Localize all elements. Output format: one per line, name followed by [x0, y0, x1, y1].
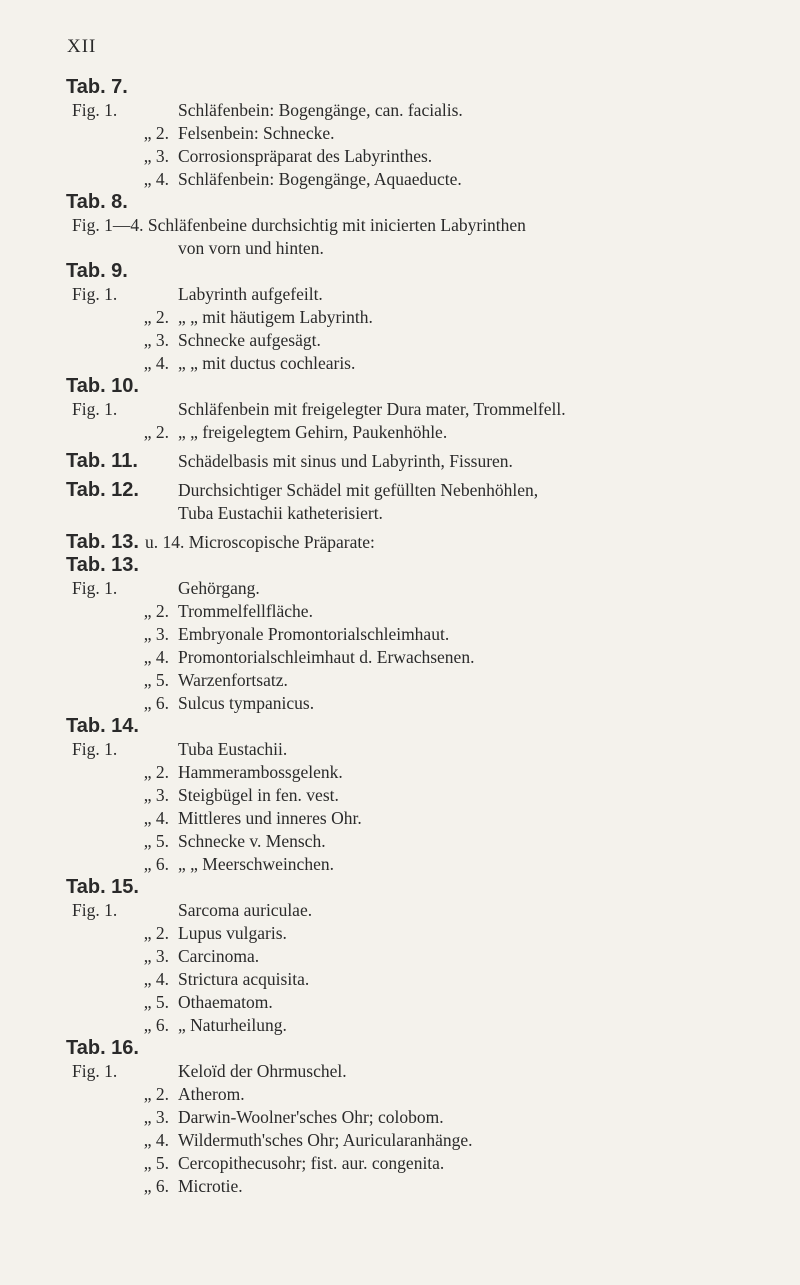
list-item: „ 5. Othaematom. — [143, 992, 273, 1012]
list-item: „ 6. „ „ Meerschweinchen. — [143, 854, 334, 874]
list-item: Fig. 1. Schläfenbein mit freigelegter Dura mater, Trommelfell. — [72, 399, 566, 419]
list-item: „ 5. Schnecke v. Mensch. — [143, 831, 326, 851]
tab-12-heading: Tab. 12. — [66, 479, 139, 501]
plate-index — [66, 76, 766, 1198]
list-item: Fig. 1. Labyrinth aufgefeilt. — [72, 284, 323, 304]
tab-8-heading: Tab. 8. — [66, 191, 128, 213]
list-item: „ 2. „ „ freigelegtem Gehirn, Paukenhöhle. — [143, 422, 448, 442]
tab-9-heading: Tab. 9. — [66, 260, 128, 282]
page-number: XII — [67, 36, 97, 57]
list-item: „ 5. Cercopithecusohr; fist. aur. congenita. — [143, 1153, 445, 1173]
list-item: „ 3. Corrosionspräparat des Labyrinthes. — [143, 146, 433, 166]
tab-16-heading: Tab. 16. — [66, 1037, 139, 1059]
tab-13-14-heading: Tab. 13. — [66, 531, 139, 553]
list-item: „ 2. Trommelfellfläche. — [143, 601, 313, 621]
list-item: „ 3. Steigbügel in fen. vest. — [143, 785, 339, 805]
list-item: „ 6. Sulcus tympanicus. — [143, 693, 315, 713]
list-item-continuation: Tuba Eustachii katheterisiert. — [178, 503, 383, 523]
tab-12-entry: Tab. 12. Durchsichtiger Schädel mit gefüllten Nebenhöhlen, — [66, 479, 539, 501]
list-item: „ 2. Felsenbein: Schnecke. — [143, 123, 335, 143]
tab-10-heading: Tab. 10. — [66, 375, 139, 397]
list-item: „ 3. Embryonale Promontorialschleimhaut. — [143, 624, 450, 644]
list-item: „ 4. Schläfenbein: Bogengänge, Aquaeducte. — [143, 169, 462, 189]
list-item: Fig. 1. Sarcoma auriculae. — [72, 900, 313, 920]
list-item: Fig. 1. Keloïd der Ohrmuschel. — [72, 1061, 347, 1081]
tab-15-heading: Tab. 15. — [66, 876, 139, 898]
list-item: „ 2. Lupus vulgaris. — [143, 923, 287, 943]
tab-13-14-entry: Tab. 13. u. 14. Microscopische Präparate: — [66, 531, 375, 553]
list-item: Fig. 1. Schläfenbein: Bogengänge, can. facialis. — [72, 100, 463, 120]
tab-14-heading: Tab. 14. — [66, 715, 139, 737]
list-item: Fig. 1. Gehörgang. — [72, 578, 260, 598]
list-item: „ 2. „ „ mit häutigem Labyrinth. — [143, 307, 373, 327]
list-item: „ 6. Microtie. — [143, 1176, 243, 1196]
list-item: „ 3. Darwin-Woolner'sches Ohr; colobom. — [143, 1107, 444, 1127]
list-item: „ 6. „ Naturheilung. — [143, 1015, 287, 1035]
list-item: „ 2. Atherom. — [143, 1084, 245, 1104]
list-item: Fig. 1—4. Schläfenbeine durchsichtig mit inicierten Labyrinthen — [72, 215, 526, 235]
tab-13-heading: Tab. 13. — [66, 554, 139, 576]
list-item-continuation: von vorn und hinten. — [178, 238, 324, 258]
list-item: „ 4. Strictura acquisita. — [143, 969, 310, 989]
tab-7-heading: Tab. 7. — [66, 76, 128, 98]
list-item: „ 2. Hammerambossgelenk. — [143, 762, 343, 782]
list-item: Fig. 1. Tuba Eustachii. — [72, 739, 288, 759]
list-item: „ 4. „ „ mit ductus cochlearis. — [143, 353, 356, 373]
list-item: „ 5. Warzenfortsatz. — [143, 670, 288, 690]
list-item: „ 4. Mittleres und inneres Ohr. — [143, 808, 362, 828]
tab-11-entry: Tab. 11. Schädelbasis mit sinus und Labyrinth, Fissuren. — [66, 450, 513, 472]
list-item: „ 4. Promontorialschleimhaut d. Erwachsenen. — [143, 647, 475, 667]
list-item: „ 3. Schnecke aufgesägt. — [143, 330, 321, 350]
tab-11-heading: Tab. 11. — [66, 450, 138, 472]
list-item: „ 3. Carcinoma. — [143, 946, 260, 966]
list-item: „ 4. Wildermuth'sches Ohr; Auricularanhänge. — [143, 1130, 473, 1150]
